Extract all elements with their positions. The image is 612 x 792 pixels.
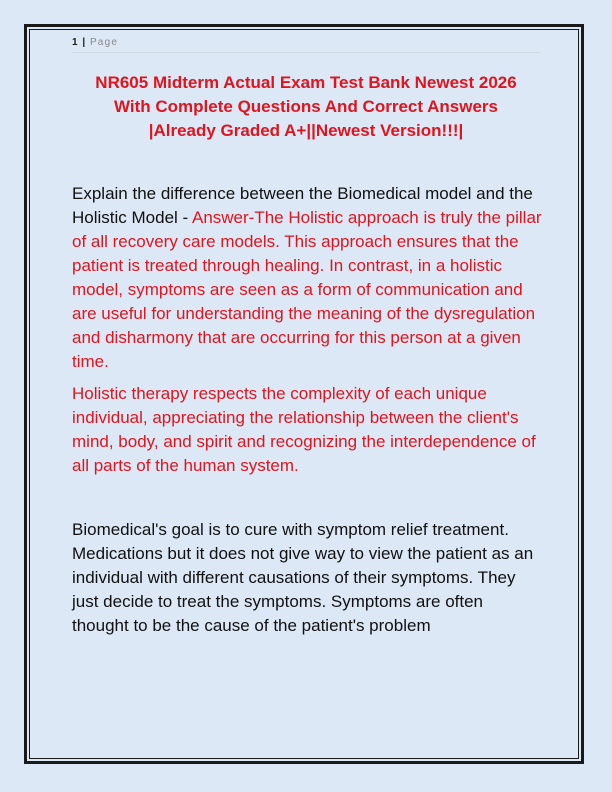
page-number: 1 (72, 37, 78, 48)
biomedical-paragraph: Biomedical's goal is to cure with symptom relief treatment. Medications but it does not give way to view the patient as an individual with different causations of their symptoms. They just decide to treat the symptoms. Symptoms are often thought to be the cause of the patient's problem (72, 520, 534, 635)
title-line-2: With Complete Questions And Correct Answers (114, 97, 498, 116)
page-separator: | (82, 37, 86, 48)
answer-continued-paragraph: Holistic therapy respects the complexity of each unique individual, appreciating the relationship between the client's mind, body, and spirit and recognizing the interdependence of all parts of the human system. (72, 384, 536, 475)
page-header (72, 37, 540, 53)
document-title (72, 71, 540, 143)
answer-text: Answer-The Holistic approach is truly the pillar of all recovery care models. This approach ensures that the patient is treated through healing. In contrast, in a holistic model, symptoms are seen as a form of communication and are useful for understanding the meaning of the dysregulation and disharmony that are occurring for this person at a given time. (72, 208, 542, 371)
title-line-3: |Already Graded A+||Newest Version!!!| (148, 121, 464, 140)
page-label: Page (89, 37, 119, 48)
question-text: Explain the difference between the Biomedical model and the Holistic Model - (72, 184, 533, 227)
title-line-1: NR605 Midterm Actual Exam Test Bank Newest 2026 (95, 73, 517, 92)
question-paragraph (72, 182, 542, 374)
